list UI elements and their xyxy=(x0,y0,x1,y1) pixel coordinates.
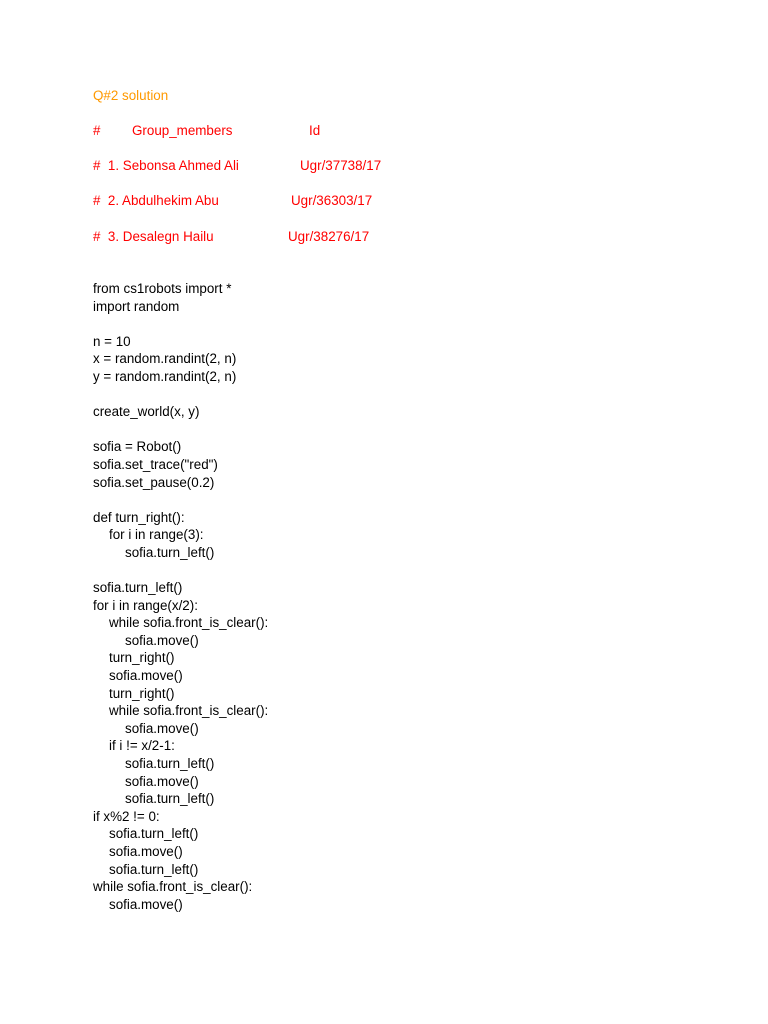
code-blank-line xyxy=(93,315,268,333)
member-id: Ugr/36303/17 xyxy=(291,193,373,208)
code-line: if x%2 != 0: xyxy=(93,808,160,824)
code-line: while sofia.front_is_clear(): xyxy=(93,879,253,895)
code-line: create_world(x, y) xyxy=(93,404,200,420)
member-id: Ugr/37738/17 xyxy=(300,158,382,173)
code-line: x = random.randint(2, n) xyxy=(93,351,237,367)
code-blank-line xyxy=(93,491,268,509)
code-blank-line xyxy=(93,562,268,580)
code-line: while sofia.front_is_clear(): xyxy=(109,703,269,719)
code-line: def turn_right(): xyxy=(93,509,185,525)
code-line: sofia.move() xyxy=(125,773,199,789)
code-line: turn_right() xyxy=(109,685,175,701)
code-line: sofia.turn_left() xyxy=(109,826,199,842)
header-members-label: Group_members xyxy=(132,123,233,138)
header-hash: # xyxy=(93,123,101,138)
code-line: from cs1robots import * xyxy=(93,281,232,296)
code-block xyxy=(93,280,268,913)
code-line: sofia.turn_left() xyxy=(125,544,215,560)
code-line: for i in range(x/2): xyxy=(93,597,198,613)
document-title: Q#2 solution xyxy=(93,88,169,103)
code-line: import random xyxy=(93,298,180,314)
code-line: sofia.move() xyxy=(109,668,183,684)
code-line: sofia.turn_left() xyxy=(125,756,215,772)
code-line: turn_right() xyxy=(109,650,175,666)
code-line: sofia.move() xyxy=(109,844,183,859)
code-line: sofia.turn_left() xyxy=(109,861,199,877)
code-line: sofia.move() xyxy=(125,720,199,736)
member-name: # 1. Sebonsa Ahmed Ali xyxy=(93,158,239,173)
code-line: sofia.turn_left() xyxy=(93,580,183,596)
member-id: Ugr/38276/17 xyxy=(288,229,370,244)
code-line: sofia.turn_left() xyxy=(125,791,215,807)
code-blank-line xyxy=(93,421,268,439)
code-line: sofia.move() xyxy=(125,632,199,648)
code-line: for i in range(3): xyxy=(109,527,204,543)
code-line: sofia.set_trace("red") xyxy=(93,456,218,472)
code-line: while sofia.front_is_clear(): xyxy=(109,615,269,631)
code-blank-line xyxy=(93,386,268,404)
code-line: sofia.set_pause(0.2) xyxy=(93,474,215,490)
header-id-label: Id xyxy=(309,123,321,138)
member-name: # 2. Abdulhekim Abu xyxy=(93,193,219,208)
code-line: sofia = Robot() xyxy=(93,439,182,455)
code-line: sofia.move() xyxy=(109,896,183,912)
code-line: n = 10 xyxy=(93,333,131,349)
member-name: # 3. Desalegn Hailu xyxy=(93,229,214,244)
code-line: y = random.randint(2, n) xyxy=(93,368,237,384)
code-line: if i != x/2-1: xyxy=(109,738,175,754)
